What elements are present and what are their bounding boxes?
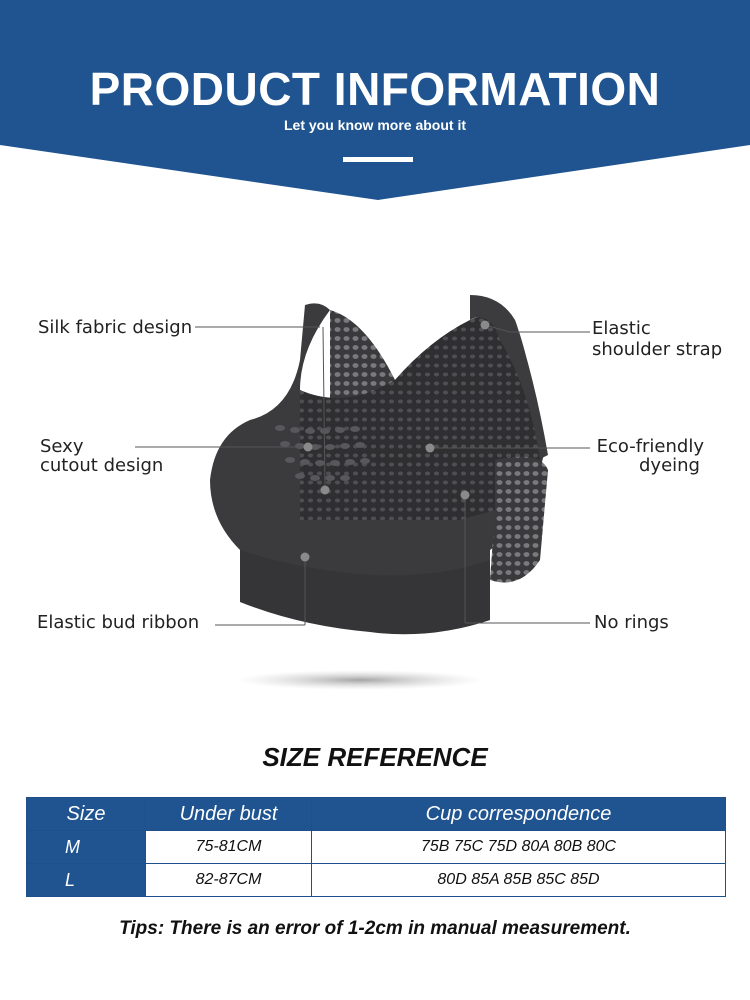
cup-cell: 80D 85A 85B 85C 85D bbox=[312, 864, 726, 897]
title-underline bbox=[343, 157, 413, 162]
side-mesh bbox=[490, 457, 548, 583]
feature-no-rings: No rings bbox=[594, 612, 669, 633]
feature-sexy: Sexy bbox=[40, 436, 84, 457]
page-subtitle: Let you know more about it bbox=[283, 117, 466, 133]
feature-silk-fabric: Silk fabric design bbox=[38, 317, 193, 338]
size-cell: M bbox=[27, 831, 146, 864]
feature-elastic-bud-ribbon: Elastic bud ribbon bbox=[37, 612, 200, 633]
cup-cell: 75B 75C 75D 80A 80B 80C bbox=[312, 831, 726, 864]
header-under-bust: Under bust bbox=[146, 798, 312, 831]
size-cell: L bbox=[27, 864, 146, 897]
feature-elastic: Elastic bbox=[592, 318, 651, 339]
under-bust-cell: 82-87CM bbox=[146, 864, 312, 897]
feature-shoulder-strap: shoulder strap bbox=[592, 339, 723, 360]
table-row bbox=[27, 831, 726, 864]
size-reference-title: SIZE REFERENCE bbox=[262, 742, 488, 772]
measurement-tip: Tips: There is an error of 1-2cm in manual measurement. bbox=[119, 918, 631, 939]
feature-eco-friendly: Eco-friendly bbox=[596, 436, 704, 457]
size-table-header bbox=[27, 798, 726, 831]
table-row bbox=[27, 864, 726, 897]
under-bust-cell: 75-81CM bbox=[146, 831, 312, 864]
floor-shadow bbox=[235, 670, 485, 690]
header-cup: Cup correspondence bbox=[312, 798, 726, 831]
page-title: PRODUCT INFORMATION bbox=[89, 63, 661, 115]
feature-cutout-design: cutout design bbox=[40, 455, 164, 476]
header-size: Size bbox=[27, 798, 146, 831]
feature-dyeing: dyeing bbox=[639, 455, 700, 476]
size-table bbox=[26, 797, 726, 897]
header-banner bbox=[0, 0, 750, 205]
